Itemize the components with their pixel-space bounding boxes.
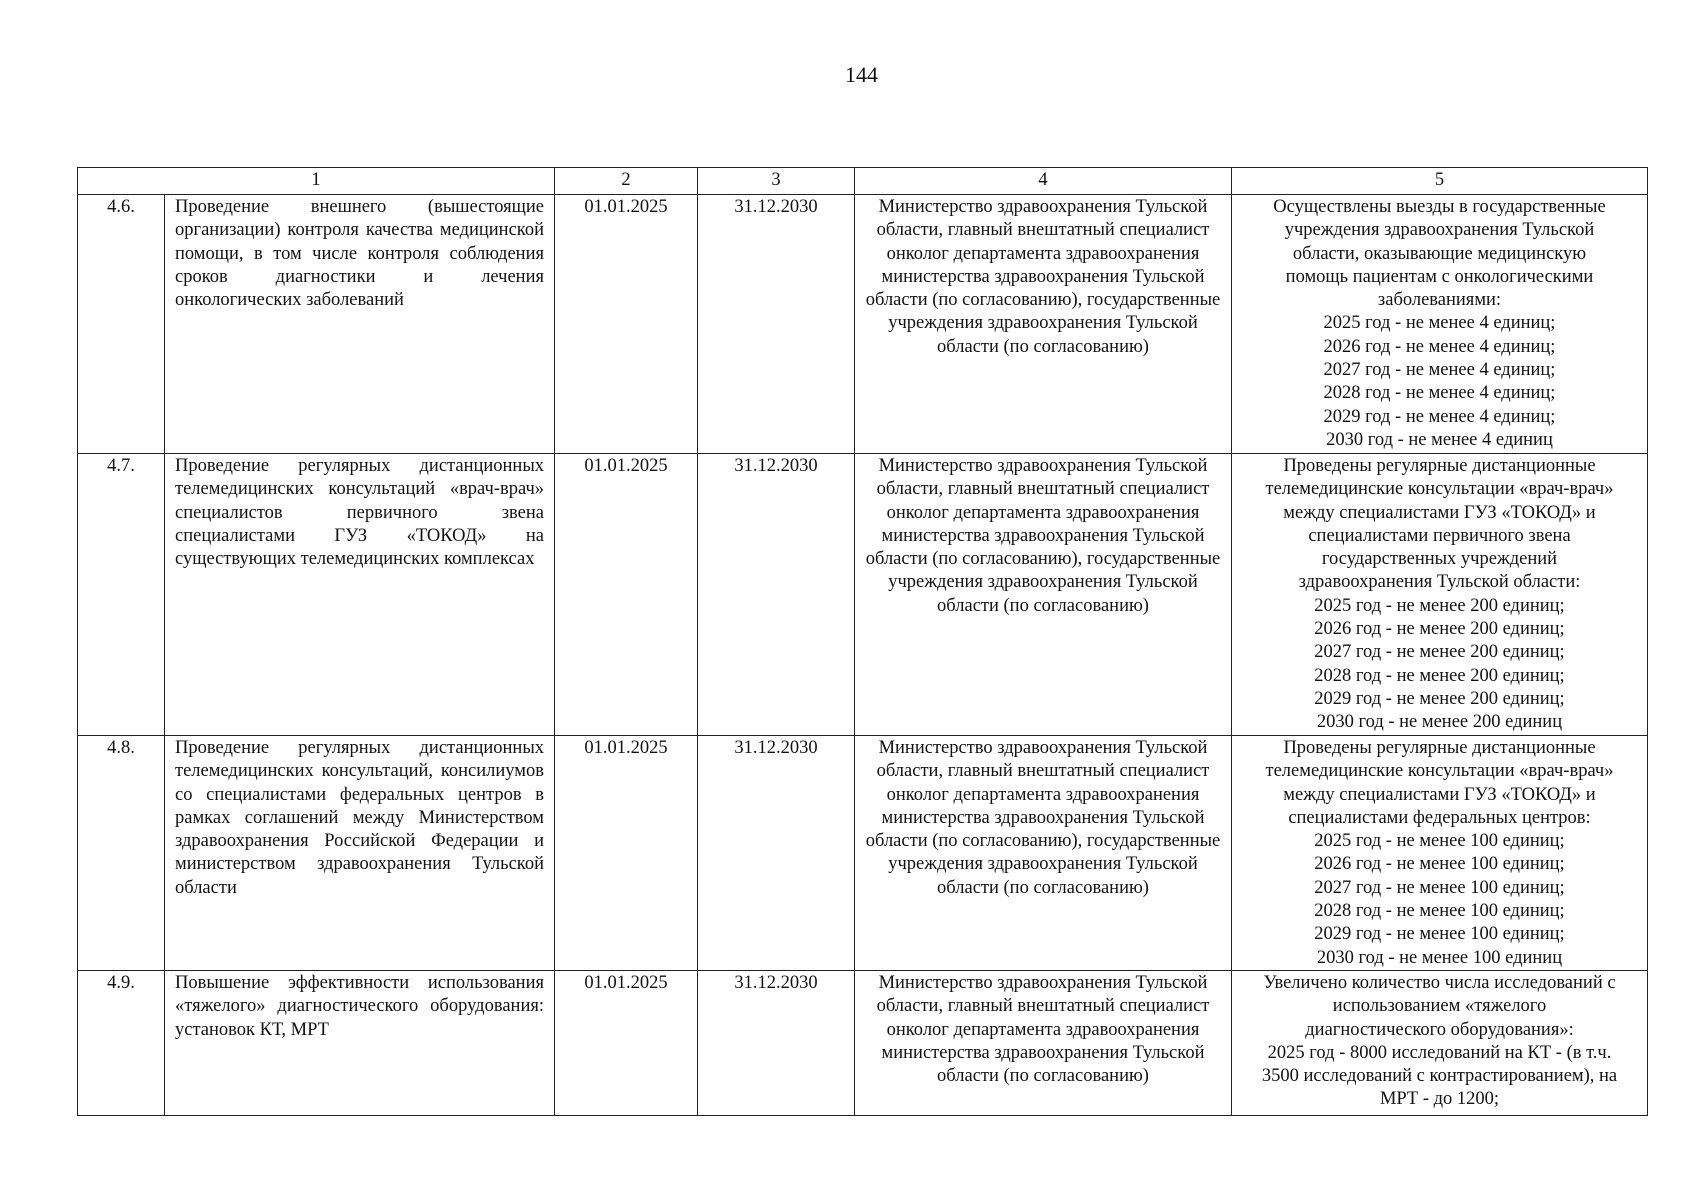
responsible-executors: Министерство здравоохранения Тульской области, главный внештатный специалист онколог департамента здравоохранения министерства здравоохранения Тульской области (по согласованию), государственные учреждения здравоохранения Тульской области (по согласованию) [855, 736, 1232, 971]
activity-description: Проведение внешнего (вышестоящие организации) контроля качества медицинской помощи, в том числе контроля соблюдения сроков диагностики и лечения онкологических заболеваний [165, 195, 555, 454]
result-line: использованием «тяжелого [1332, 996, 1547, 1017]
activity-description: Повышение эффективности использования «тяжелого» диагностического оборудования: установок КТ, МРТ [165, 970, 555, 1115]
result-line: 2026 год - не менее 100 единиц; [1314, 854, 1565, 875]
header-col-5: 5 [1232, 168, 1648, 195]
start-date: 01.01.2025 [555, 736, 698, 971]
result-line: 2025 год - не менее 100 единиц; [1314, 831, 1565, 852]
result-line: 2028 год - не менее 4 единиц; [1323, 383, 1556, 404]
row-number: 4.8. [78, 736, 165, 971]
result-line: Проведены регулярные дистанционные [1283, 456, 1596, 476]
result-line: телемедицинские консультации «врач-врач» [1265, 479, 1614, 500]
result-line: специалистами федеральных центров: [1288, 807, 1591, 828]
row-number: 4.7. [78, 454, 165, 736]
result-line: 2026 год - не менее 200 единиц; [1314, 619, 1565, 640]
table-row [78, 736, 1648, 971]
result-line: 2025 год - не менее 4 единиц; [1323, 313, 1556, 334]
activity-description: Проведение регулярных дистанционных телемедицинских консультаций, консилиумов со специалистами федеральных центров в рамках соглашений между Министерством здравоохранения Российской Федерации и министерством здравоохранения Тульской области [165, 736, 555, 971]
result-line: 3500 исследований с контрастированием), на [1261, 1066, 1618, 1087]
row-number: 4.9. [78, 970, 165, 1115]
header-row [78, 168, 1648, 195]
table-row [78, 970, 1648, 1115]
expected-result [1232, 736, 1648, 971]
table-row [78, 454, 1648, 736]
responsible-executors: Министерство здравоохранения Тульской области, главный внештатный специалист онколог департамента здравоохранения министерства здравоохранения Тульской области (по согласованию), государственные учреждения здравоохранения Тульской области (по согласованию) [855, 195, 1232, 454]
header-col-3: 3 [698, 168, 855, 195]
result-line: 2029 год - не менее 200 единиц; [1314, 688, 1565, 709]
header-col-2: 2 [555, 168, 698, 195]
result-line: Осуществлены выезды в государственные [1273, 197, 1606, 217]
result-line: учреждения здравоохранения Тульской [1284, 220, 1595, 241]
result-line: 2029 год - не менее 100 единиц; [1314, 924, 1565, 945]
result-line: специалистами первичного звена [1308, 525, 1571, 546]
header-col-4: 4 [855, 168, 1232, 195]
result-line: МРТ - до 1200; [1379, 1089, 1500, 1110]
expected-result [1232, 454, 1648, 736]
result-line: 2025 год - 8000 исследований на КТ - (в т.ч. [1267, 1042, 1612, 1063]
result-line: 2027 год - не менее 200 единиц; [1314, 642, 1565, 663]
result-line: государственных учреждений [1321, 549, 1558, 570]
start-date: 01.01.2025 [555, 454, 698, 736]
result-line: помощь пациентам с онкологическими [1285, 266, 1594, 287]
responsible-executors: Министерство здравоохранения Тульской области, главный внештатный специалист онколог департамента здравоохранения министерства здравоохранения Тульской области (по согласованию), государственные учреждения здравоохранения Тульской области (по согласованию) [855, 454, 1232, 736]
result-line: 2030 год - не менее 100 единиц [1316, 947, 1563, 968]
result-line: Проведены регулярные дистанционные [1283, 738, 1596, 758]
result-line: телемедицинские консультации «врач-врач» [1265, 761, 1614, 782]
result-line: 2030 год - не менее 4 единиц [1326, 429, 1553, 450]
header-col-1: 1 [78, 168, 555, 195]
result-line: 2027 год - не менее 100 единиц; [1314, 877, 1565, 898]
result-line: между специалистами ГУЗ «ТОКОД» и [1283, 784, 1596, 805]
end-date: 31.12.2030 [698, 736, 855, 971]
expected-result [1232, 970, 1648, 1115]
table-row [78, 195, 1648, 454]
row-number: 4.6. [78, 195, 165, 454]
result-line: здравоохранения Тульской области: [1298, 572, 1581, 593]
result-line: между специалистами ГУЗ «ТОКОД» и [1283, 502, 1596, 523]
start-date: 01.01.2025 [555, 970, 698, 1115]
result-line: Увеличено количество числа исследований с [1263, 972, 1616, 993]
result-line: диагностического оборудования»: [1305, 1019, 1574, 1040]
activities-table [77, 167, 1648, 1116]
result-line: 2030 год - не менее 200 единиц [1316, 712, 1563, 733]
result-line: 2025 год - не менее 200 единиц; [1314, 595, 1565, 616]
start-date: 01.01.2025 [555, 195, 698, 454]
responsible-executors: Министерство здравоохранения Тульской области, главный внештатный специалист онколог департамента здравоохранения министерства здравоохранения Тульской области (по согласованию) [855, 970, 1232, 1115]
end-date: 31.12.2030 [698, 454, 855, 736]
result-line: 2026 год - не менее 4 единиц; [1323, 336, 1556, 357]
result-line: 2027 год - не менее 4 единиц; [1323, 360, 1556, 381]
result-line: 2029 год - не менее 4 единиц; [1323, 406, 1556, 427]
page-number: 144 [845, 62, 878, 87]
activity-description: Проведение регулярных дистанционных телемедицинских консультаций «врач-врач» специалистов первичного звена специалистами ГУЗ «ТОКОД» на существующих телемедицинских комплексах [165, 454, 555, 736]
result-line: 2028 год - не менее 100 единиц; [1314, 901, 1565, 922]
result-line: заболеваниями: [1377, 290, 1502, 311]
expected-result [1232, 195, 1648, 454]
result-line: области, оказывающие медицинскую [1292, 243, 1587, 264]
end-date: 31.12.2030 [698, 970, 855, 1115]
end-date: 31.12.2030 [698, 195, 855, 454]
result-line: 2028 год - не менее 200 единиц; [1314, 665, 1565, 686]
